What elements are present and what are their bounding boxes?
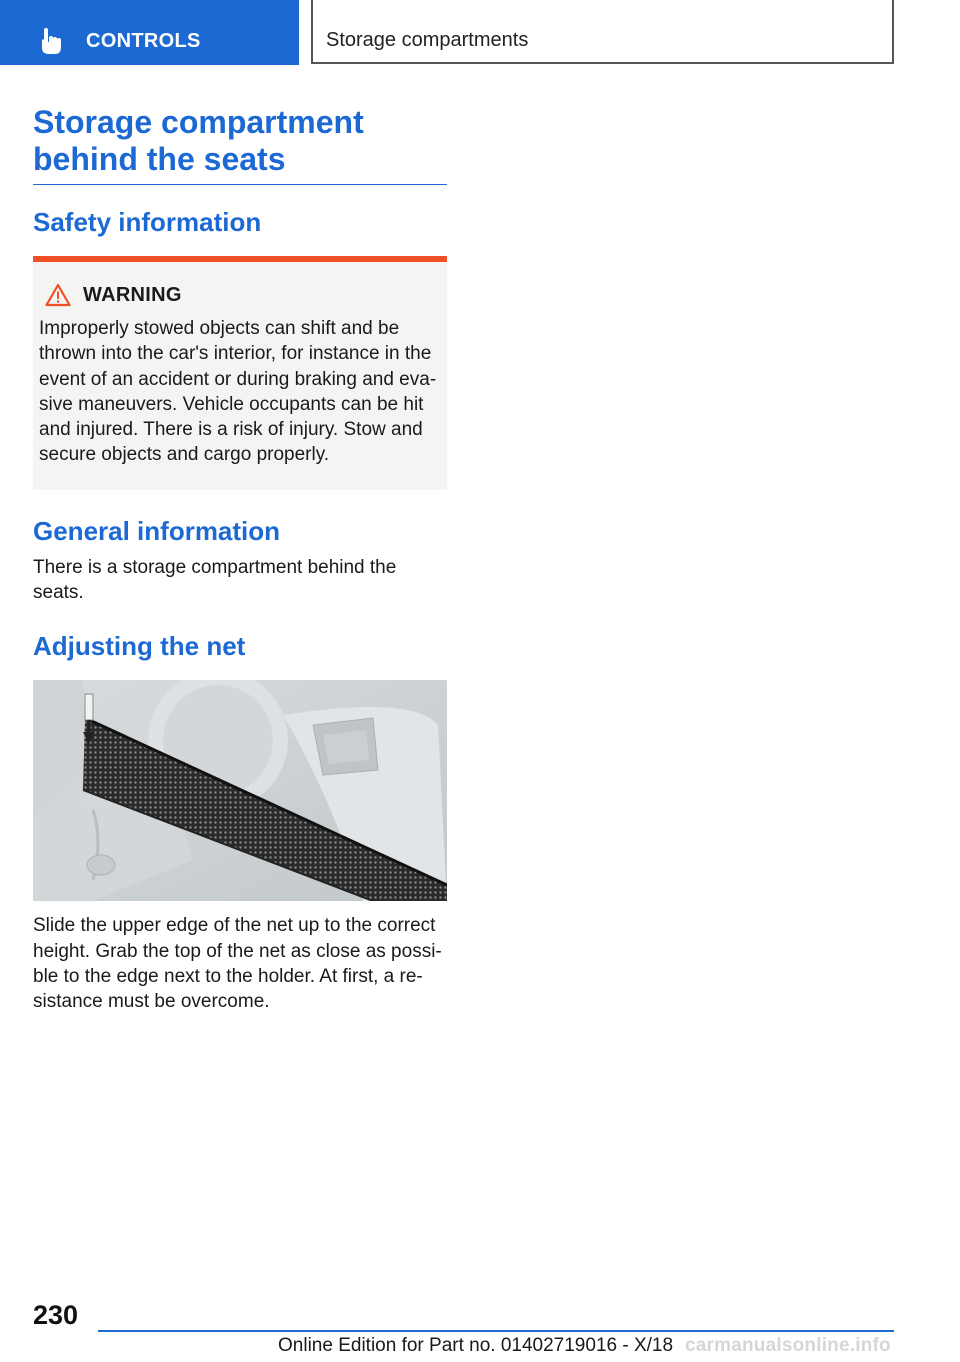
general-text: There is a storage compartment behind the seats.: [33, 556, 397, 604]
warning-box: [33, 256, 447, 490]
footer-divider: [98, 1330, 894, 1332]
safety-heading: Safety information: [33, 207, 262, 237]
footer-edition: Online Edition for Part no. 01402719016 - X/18: [278, 1335, 674, 1356]
section-header: [311, 0, 894, 64]
hand-pointer-icon: [36, 26, 66, 56]
general-heading: General information: [33, 515, 281, 546]
net-photo: [33, 680, 447, 901]
page-number: 230: [33, 1300, 79, 1330]
chapter-title: CONTROLS: [86, 30, 201, 52]
section-title: Storage compartments: [326, 29, 529, 51]
watermark: carmanualsonline.info: [685, 1335, 891, 1356]
warning-text: Improperly stowed objects can shift and be thrown into the car's interior, for instance in the event of an accident or during braking and eva‐sive maneuvers. Vehicle occupants can be hit and injured. There is a risk of injury. Stow and secure objects and cargo properly.: [39, 318, 437, 466]
adjust-text: Slide the upper edge of the net up to the correct height. Grab the top of the net as close as possi‐ble to the edge next to the holder. At first, a re‐sistance must be overcome.: [33, 915, 442, 1013]
page-title: Storage compartment behind the seats: [33, 104, 447, 185]
warning-triangle-icon: [45, 283, 71, 307]
adjust-heading: Adjusting the net: [33, 631, 246, 662]
chapter-tab[interactable]: [0, 0, 299, 65]
page-content: [33, 104, 447, 1015]
warning-header: [39, 282, 441, 308]
warning-title: WARNING: [83, 283, 182, 306]
